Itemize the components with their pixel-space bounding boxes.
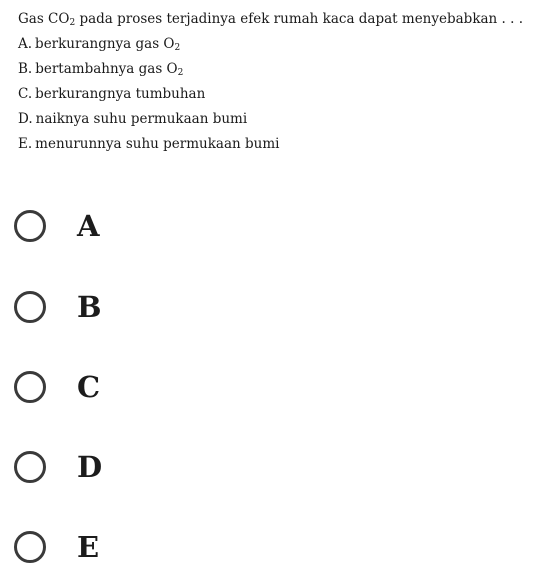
option-text-d xyxy=(18,111,523,128)
option-text: menurunnya suhu permukaan bumi xyxy=(35,136,280,152)
option-letter: A. xyxy=(18,36,33,52)
option-text: naiknya suhu permukaan bumi xyxy=(35,111,248,127)
option-letter: D. xyxy=(18,111,33,127)
radio-button-c[interactable] xyxy=(14,371,46,403)
option-text-c xyxy=(18,86,523,103)
question-text xyxy=(18,11,523,28)
option-text: berkurangnya tumbuhan xyxy=(35,86,206,102)
question-suffix: pada proses terjadinya efek rumah kaca dapat menyebabkan . . . xyxy=(75,11,523,27)
option-body xyxy=(35,61,183,78)
choice-d[interactable] xyxy=(14,445,102,489)
option-text: bertambahnya gas O xyxy=(35,61,178,77)
option-subscript: 2 xyxy=(174,43,181,53)
choice-e[interactable] xyxy=(14,525,99,569)
choice-label-d: D xyxy=(77,450,103,484)
choice-label-a: A xyxy=(77,209,100,243)
radio-button-a[interactable] xyxy=(14,210,46,242)
option-body xyxy=(35,86,205,103)
choice-label-b: B xyxy=(77,290,102,324)
option-text-b xyxy=(18,61,523,78)
option-text: berkurangnya gas O xyxy=(35,36,175,52)
choice-label-c: C xyxy=(77,370,101,404)
choice-c[interactable] xyxy=(14,365,100,409)
question-subscript: 2 xyxy=(69,18,76,28)
option-subscript: 2 xyxy=(177,68,184,78)
option-body xyxy=(36,111,248,128)
question-block xyxy=(18,11,523,161)
option-body xyxy=(35,136,279,153)
option-text-e xyxy=(18,136,523,153)
radio-button-d[interactable] xyxy=(14,451,46,483)
option-letter: E. xyxy=(18,136,33,152)
choice-b[interactable] xyxy=(14,285,102,329)
radio-button-e[interactable] xyxy=(14,531,46,563)
option-text-a xyxy=(18,36,523,53)
radio-button-b[interactable] xyxy=(14,291,46,323)
option-letter: C. xyxy=(18,86,33,102)
question-prefix: Gas CO xyxy=(18,11,70,27)
option-body xyxy=(35,36,180,53)
option-letter: B. xyxy=(18,61,33,77)
choice-a[interactable] xyxy=(14,204,100,248)
choice-label-e: E xyxy=(77,530,100,564)
